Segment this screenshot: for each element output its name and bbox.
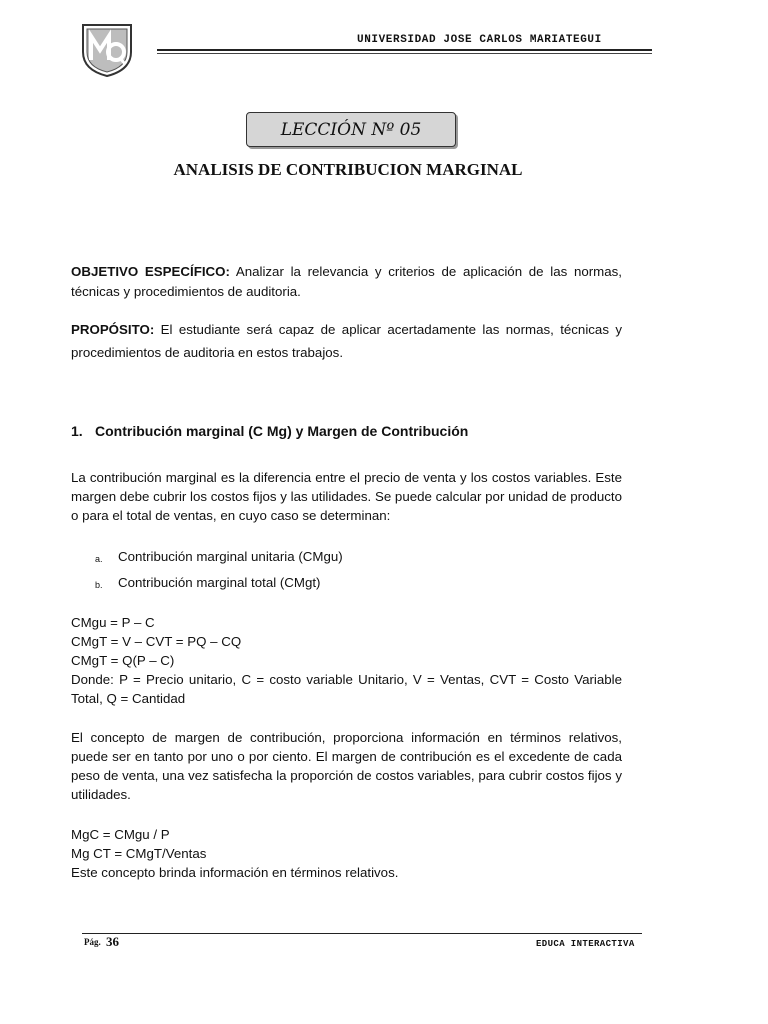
formula-line: CMgT = Q(P – C)	[71, 653, 175, 668]
section-heading	[71, 423, 468, 439]
list-item	[95, 571, 343, 597]
objective-paragraph	[71, 262, 622, 302]
objective-label: OBJETIVO ESPECÍFICO:	[71, 264, 230, 279]
formula-definitions: Donde: P = Precio unitario, C = costo variable Unitario, V = Ventas, CVT = Costo Variable Total, Q = Cantidad	[71, 672, 622, 706]
formula-line: CMgu = P – C	[71, 615, 155, 630]
formula-line: MgC = CMgu / P	[71, 827, 170, 842]
section-title: Contribución marginal (C Mg) y Margen de Contribución	[95, 423, 469, 439]
list-marker: a.	[95, 554, 103, 564]
section-paragraph-1: La contribución marginal es la diferencia entre el precio de venta y los costos variables. Este margen debe cubrir los costos fijos y las utilidades. Se puede calcular por unidad de producto o para el total de ventas, en cuyo caso se determinan:	[71, 470, 622, 523]
purpose-paragraph	[71, 318, 622, 364]
page-title: ANALISIS DE CONTRIBUCION MARGINAL	[173, 160, 523, 179]
section-number: 1.	[71, 423, 83, 439]
university-crest-icon	[80, 22, 134, 78]
formula-line: Mg CT = CMgT/Ventas	[71, 846, 207, 861]
lesson-label: LECCIÓN Nº 05	[246, 112, 456, 147]
formula-block-1	[71, 613, 622, 708]
footer-brand: EDUCA INTERACTIVA	[536, 939, 635, 949]
section-paragraph-2: El concepto de margen de contribución, proporciona información en términos relativos, puede ser en tanto por uno o por ciento. El margen de contribución es el excedente de cada peso de venta, una vez satisfecha la proporción de costos variables, para cubrir costos fijos y utilidades.	[71, 730, 622, 802]
page-number: 36	[106, 934, 119, 949]
formula-block-2	[71, 825, 622, 882]
footer-divider	[82, 933, 642, 934]
header-divider	[157, 49, 652, 51]
contribution-list	[95, 545, 343, 597]
purpose-label: PROPÓSITO:	[71, 322, 155, 337]
purpose-text: El estudiante será capaz de aplicar acertadamente las normas, técnicas y procedimientos de auditoria en estos trabajos.	[71, 322, 622, 360]
university-name: UNIVERSIDAD JOSE CARLOS MARIATEGUI	[357, 34, 602, 46]
formula-line: CMgT = V – CVT = PQ – CQ	[71, 634, 242, 649]
list-item-text: Contribución marginal unitaria (CMgu)	[118, 549, 343, 564]
list-marker: b.	[95, 580, 103, 590]
page-label: Pág.	[84, 937, 101, 947]
objective-text: Analizar la relevancia y criterios de aplicación de las normas, técnicas y procedimientos de auditoria.	[71, 264, 622, 299]
list-item	[95, 545, 343, 571]
list-item-text: Contribución marginal total (CMgt)	[118, 575, 321, 590]
formula-note: Este concepto brinda información en términos relativos.	[71, 865, 399, 880]
header-divider-thin	[157, 53, 652, 54]
